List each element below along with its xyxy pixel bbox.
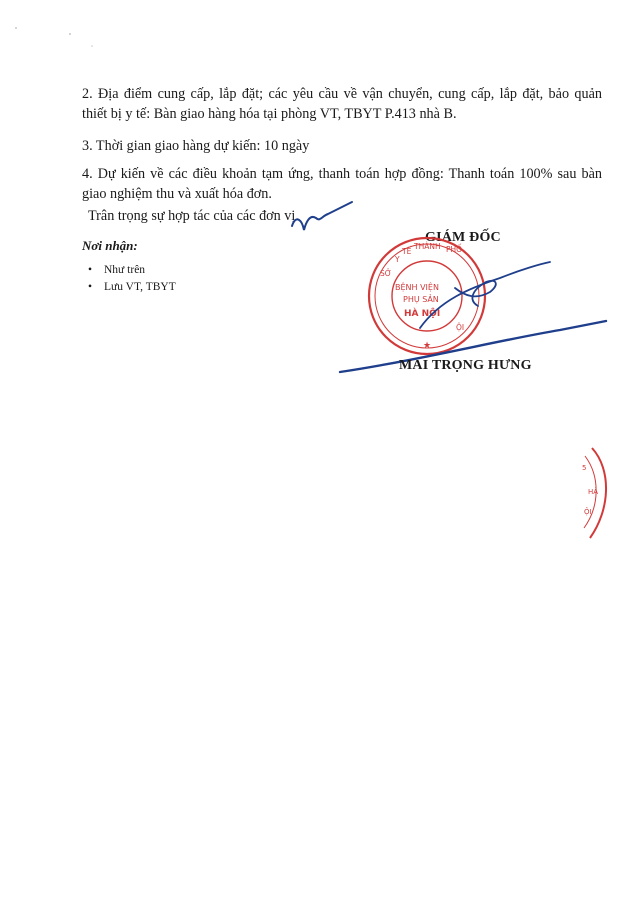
svg-text:PHỤ SẢN: PHỤ SẢN [403, 295, 439, 304]
director-signature [340, 262, 606, 372]
svg-text:ỘI: ỘI [584, 508, 592, 516]
paragraph-item-3 [82, 136, 602, 156]
paragraph-item-2 [82, 84, 602, 124]
paragraph-item-4 [82, 164, 602, 204]
scan-specks [15, 27, 93, 47]
recipient-item: • Như trên [82, 262, 176, 279]
svg-text:BỆNH VIỆN: BỆNH VIỆN [395, 283, 439, 292]
svg-text:HÀ NỘI: HÀ NỘI [404, 309, 441, 319]
closing-line [88, 206, 608, 226]
item-2-line-1: 2. Địa điểm cung cấp, lắp đặt; các yêu cầu về vận chuyển, cung cấp, lắp đặt, bảo quản [82, 86, 602, 102]
edge-stamp-fragment [582, 448, 606, 538]
hospital-stamp [369, 238, 485, 354]
svg-text:THÀNH: THÀNH [414, 242, 441, 251]
recipient-item: • Lưu VT, TBYT [82, 279, 176, 296]
recipients-list [82, 262, 176, 296]
item-4-line-2: giao nghiệm thu và xuất hóa đơn. [82, 186, 272, 202]
signature-title: GIÁM ĐỐC [425, 230, 501, 245]
svg-text:HÀ: HÀ [588, 488, 599, 496]
closing-text: Trân trọng sự hợp tác của các đơn vị. [88, 208, 299, 224]
svg-text:5: 5 [582, 464, 587, 472]
svg-text:PHỐ: PHỐ [446, 245, 463, 254]
svg-text:ỘI: ỘI [456, 323, 465, 332]
item-2-line-2: thiết bị y tế: Bàn giao hàng hóa tại phòng VT, TBYT P.413 nhà B. [82, 106, 457, 122]
item-4-line-1: 4. Dự kiến về các điều khoản tạm ứng, thanh toán hợp đồng: Thanh toán 100% sau bàn [82, 166, 602, 182]
signer-name: MAI TRỌNG HƯNG [399, 358, 532, 373]
svg-text:TẾ: TẾ [402, 247, 412, 256]
svg-text:SỞ: SỞ [380, 269, 392, 278]
svg-text:Y: Y [395, 255, 400, 264]
recipients-title: Nơi nhận: [82, 238, 138, 253]
svg-text:★: ★ [423, 341, 432, 351]
item-3-line: 3. Thời gian giao hàng dự kiến: 10 ngày [82, 138, 310, 154]
